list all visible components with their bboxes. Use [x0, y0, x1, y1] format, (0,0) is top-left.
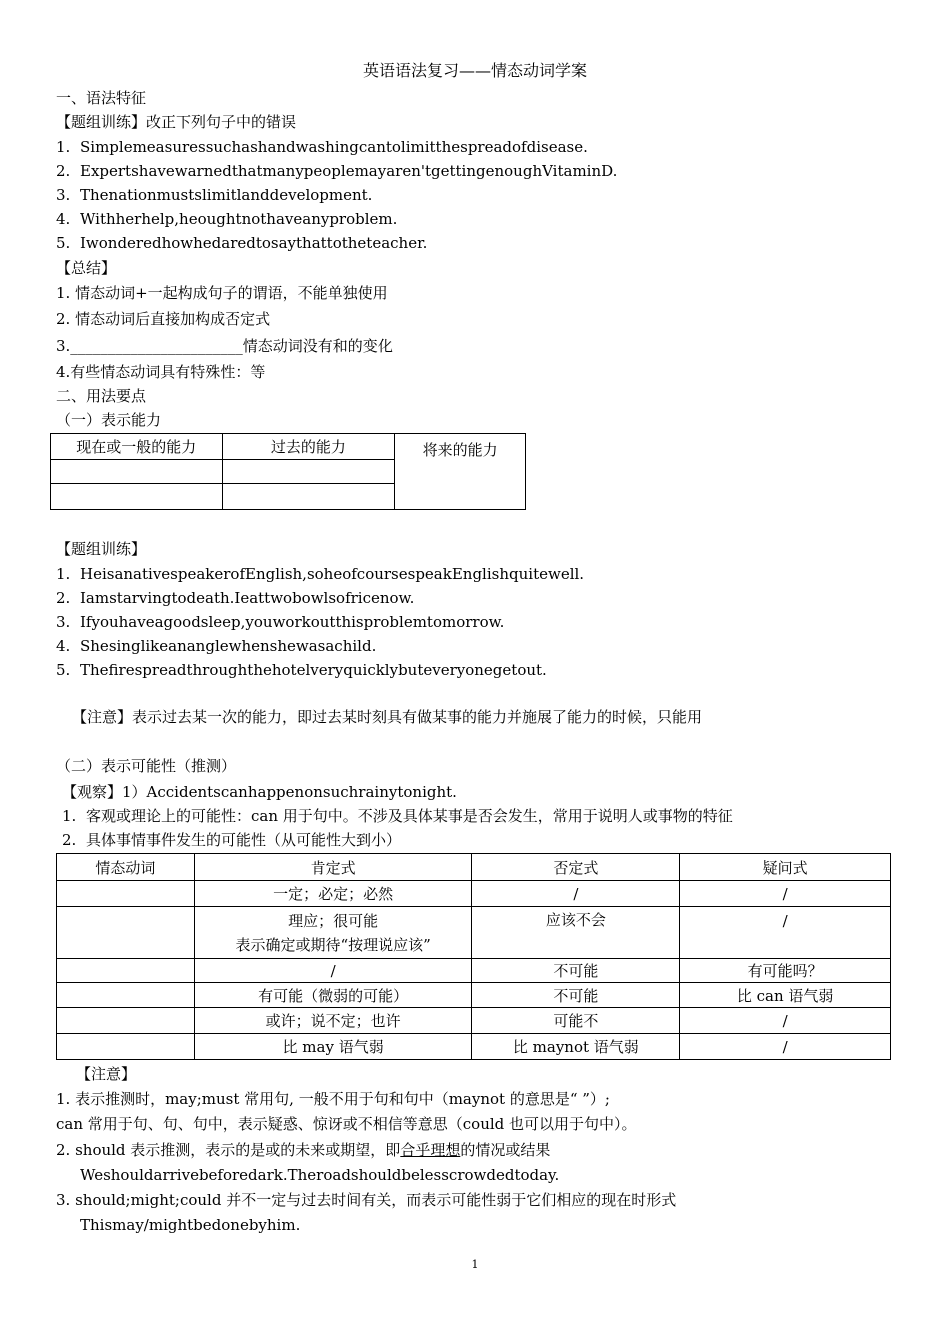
section-1-heading: 一、语法特征 — [56, 89, 147, 107]
page-number: 1 — [471, 1258, 479, 1271]
table-row — [57, 983, 891, 1008]
table-cell: / — [472, 881, 680, 907]
note2-heading: 【注意】 — [76, 1065, 137, 1083]
table-cell: / — [680, 907, 891, 959]
table-cell: 比 maynot 语气弱 — [472, 1034, 680, 1060]
table-cell: 可能不 — [472, 1008, 680, 1034]
list-item: 4. Withherhelp,heoughtnothaveanyproblem. — [56, 210, 398, 228]
table-cell: 有可能（微弱的可能） — [194, 983, 472, 1008]
note2-line: 1. 表示推测时，may;must 常用句, 一般不用于句和句中（maynot 的意思是“ ”）; — [56, 1090, 610, 1108]
list-item: 2. Expertshavewarnedthatmanypeoplemayaren'tgettingenoughVitaminD. — [56, 162, 618, 180]
header-modal: 情态动词 — [57, 854, 195, 881]
list-item: 4. Shesinglikeananglewhenshewasachild. — [56, 637, 377, 655]
table-cell — [57, 907, 195, 959]
table-cell: 或许；说不定；也许 — [194, 1008, 472, 1034]
summary-item: 2. 情态动词后直接加构成否定式 — [56, 310, 271, 328]
table-cell: / — [680, 1034, 891, 1060]
table-cell — [57, 1034, 195, 1060]
observe-line: 【观察】1）Accidentscanhappenonsuchrainytonight. — [62, 783, 457, 801]
list-item: 3. Thenationmustslimitlanddevelopment. — [56, 186, 373, 204]
example-sentence: Thismay/mightbedonebyhim. — [80, 1216, 301, 1234]
header-affirmative: 肯定式 — [194, 854, 472, 881]
ability-header-future: 将来的能力 — [395, 434, 526, 510]
table-cell: 应该不会 — [472, 907, 680, 959]
table-cell: / — [680, 1008, 891, 1034]
table-cell: 不可能 — [472, 959, 680, 983]
table-cell-line: 表示确定或期待“按理说应该” — [235, 935, 431, 954]
header-question: 疑问式 — [680, 854, 891, 881]
list-item: 1. HeisanativespeakerofEnglish,soheofcoursespeakEnglishquitewell. — [56, 565, 585, 583]
list-item: 3. Ifyouhaveagoodsleep,youworkoutthisproblemtomorrow. — [56, 613, 505, 631]
table-cell: 比 can 语气弱 — [680, 983, 891, 1008]
ability-cell — [222, 484, 395, 510]
table-cell — [57, 1008, 195, 1034]
table-row — [57, 1008, 891, 1034]
ability-cell — [222, 460, 395, 484]
list-item: 5. Thefirespreadthroughthehotelveryquicklybuteveryonegetout. — [56, 661, 547, 679]
note2-line: can 常用于句、句、句中，表示疑惑、惊讶或不相信等意思（could 也可以用于句中）。 — [56, 1115, 637, 1133]
subsection-possibility: （二）表示可能性（推测） — [56, 757, 237, 775]
point-item: 2. 具体事情事件发生的可能性（从可能性大到小） — [62, 831, 402, 849]
possibility-table — [56, 853, 891, 1060]
table-cell: 有可能吗？ — [680, 959, 891, 983]
drill-heading-2: 【题组训练】 — [56, 540, 147, 558]
table-row — [57, 959, 891, 983]
table-cell: 不可能 — [472, 983, 680, 1008]
table-row — [57, 907, 891, 959]
summary-heading: 【总结】 — [56, 259, 117, 277]
table-cell: 比 may 语气弱 — [194, 1034, 472, 1060]
ability-header-present: 现在或一般的能力 — [51, 434, 223, 460]
note2-line: 2. should 表示推测，表示的是或的未来或期望，即合乎理想的情况或结果 — [56, 1141, 551, 1159]
table-cell — [57, 881, 195, 907]
table-cell: 一定；必定；必然 — [194, 881, 472, 907]
table-cell — [57, 983, 195, 1008]
table-cell — [194, 907, 472, 959]
drill-heading-1: 【题组训练】改正下列句子中的错误 — [56, 113, 297, 131]
ability-cell — [51, 460, 223, 484]
list-item: 5. Iwonderedhowhedaredtosaythattotheteacher. — [56, 234, 428, 252]
table-cell — [57, 959, 195, 983]
header-negative: 否定式 — [472, 854, 680, 881]
page-title: 英语语法复习——情态动词学案 — [362, 61, 587, 80]
summary-item: 1. 情态动词+一起构成句子的谓语，不能单独使用 — [56, 284, 388, 302]
underlined-phrase: 合乎理想 — [400, 1141, 461, 1159]
table-cell: / — [680, 881, 891, 907]
summary-item: 3._______________________情态动词没有和的变化 — [56, 337, 393, 355]
section-2-heading: 二、用法要点 — [56, 387, 147, 405]
ability-cell — [51, 484, 223, 510]
note2-line: 3. should;might;could 并不一定与过去时间有关，而表示可能性弱于它们相应的现在时形式 — [56, 1191, 677, 1209]
subsection-ability: （一）表示能力 — [56, 411, 162, 429]
table-cell: / — [194, 959, 472, 983]
example-sentence: Weshouldarrivebeforedark.Theroadshouldbelesscrowdedtoday. — [80, 1166, 560, 1184]
summary-item: 4.有些情态动词具有特殊性：等 — [56, 363, 266, 381]
list-item: 1. Simplemeasuressuchashandwashingcantolimitthespreadofdisease. — [56, 138, 588, 156]
ability-header-past: 过去的能力 — [222, 434, 395, 460]
list-item: 2. Iamstarvingtodeath.Ieattwobowlsofricenow. — [56, 589, 415, 607]
ability-table — [50, 433, 526, 510]
table-row — [57, 881, 891, 907]
table-row — [57, 1034, 891, 1060]
table-cell-line: 理应；很可能 — [288, 911, 379, 930]
note-ability: 【注意】表示过去某一次的能力，即过去某时刻具有做某事的能力并施展了能力的时候，只能用 — [72, 708, 703, 726]
point-item: 1. 客观或理论上的可能性：can 用于句中。不涉及具体某事是否会发生，常用于说明人或事物的特征 — [62, 807, 733, 825]
